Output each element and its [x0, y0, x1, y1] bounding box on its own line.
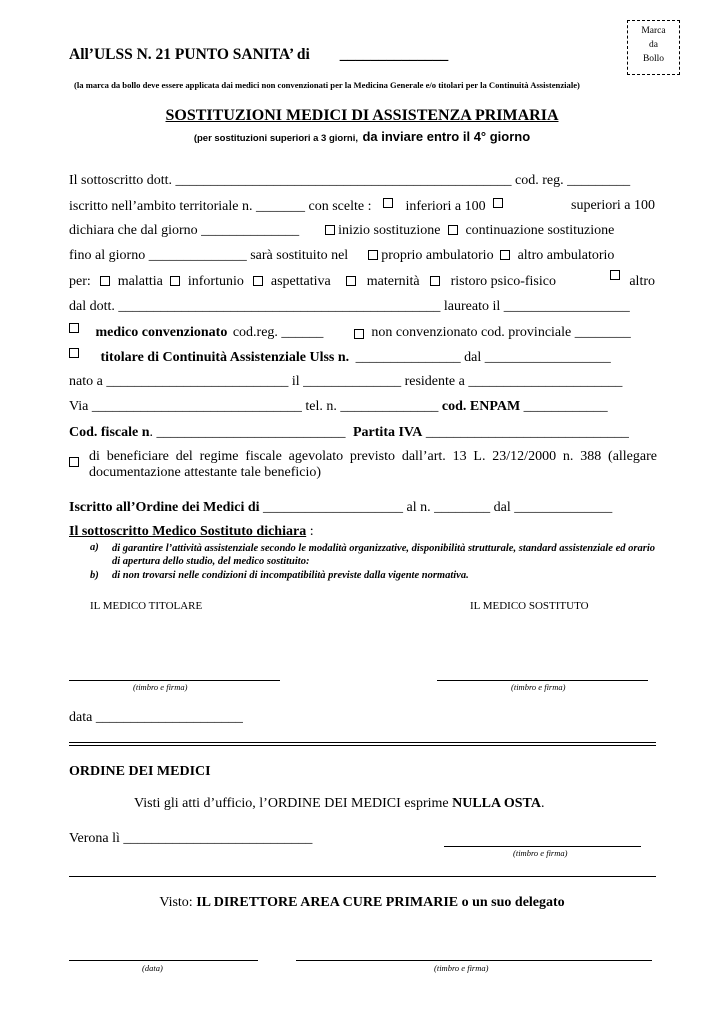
- declaration-b-mark: b): [90, 570, 99, 581]
- declaration-colon: :: [306, 524, 314, 539]
- separator-top: [69, 742, 656, 743]
- enpam-field[interactable]: ____________: [523, 399, 608, 414]
- stamp-label-2: da: [649, 40, 658, 50]
- row-dal-dott[interactable]: dal dott. ______________________________________________ laureato il __________________: [69, 299, 630, 314]
- via-field[interactable]: Via ______________________________ tel. n. ______________: [69, 399, 439, 414]
- checkbox-regime-fiscale[interactable]: [69, 457, 79, 467]
- sostituto-timbro-caption: (timbro e firma): [511, 682, 566, 692]
- inizio-label: inizio sostituzione: [338, 223, 441, 238]
- visto-timbro-caption: (timbro e firma): [434, 963, 489, 973]
- header-note: (la marca da bollo deve essere applicata dai medici non convenzionati per la Medicina Generale e/o titolari per la Continuità Assistenziale): [74, 80, 580, 90]
- visto-firma-line[interactable]: [296, 960, 652, 961]
- row-fiscale: [69, 425, 629, 441]
- visto-line: [0, 895, 724, 911]
- checkbox-medico-convenzionato[interactable]: [69, 323, 79, 333]
- checkbox-altro-ambulatorio[interactable]: [500, 250, 510, 260]
- aspettativa-label: aspettativa: [270, 274, 331, 289]
- row-titolare-ca: [69, 348, 611, 366]
- form-title: SOSTITUZIONI MEDICI DI ASSISTENZA PRIMARIA: [165, 107, 559, 124]
- form-subtitle: [0, 128, 724, 146]
- checkbox-inizio[interactable]: [325, 225, 335, 235]
- per-label: per:: [69, 274, 91, 289]
- checkbox-proprio-ambulatorio[interactable]: [368, 250, 378, 260]
- checkbox-superiori[interactable]: [493, 198, 503, 208]
- checkbox-maternita[interactable]: [346, 276, 356, 286]
- nulla-osta-bold: NULLA OSTA: [452, 796, 541, 811]
- cod-fiscale-label: Cod. fiscale n: [69, 425, 150, 440]
- titolare-signature-line[interactable]: [69, 680, 280, 681]
- checkbox-titolare-ca[interactable]: [69, 348, 79, 358]
- checkbox-malattia[interactable]: [100, 276, 110, 286]
- proprio-ambulatorio-label: proprio ambulatorio: [381, 248, 494, 263]
- checkbox-continuazione[interactable]: [448, 225, 458, 235]
- dal-giorno-label[interactable]: dichiara che dal giorno ______________: [69, 223, 300, 238]
- partita-iva-label: Partita IVA: [353, 425, 423, 440]
- checkbox-ristoro[interactable]: [430, 276, 440, 286]
- verona-field[interactable]: Verona lì ___________________________: [69, 831, 313, 846]
- checkbox-inferiori[interactable]: [383, 198, 393, 208]
- declaration-a-text: di garantire l’attività assistenziale secondo le modalità organizzative, disponibilità strutturale, standard assistenziale ed orario di apertura dello studio, del medico sostituito:: [112, 543, 655, 567]
- infortunio-label: infortunio: [187, 274, 244, 289]
- titolare-label: IL MEDICO TITOLARE: [90, 600, 203, 612]
- checkbox-altro[interactable]: [610, 270, 620, 280]
- nulla-osta-text: Visti gli atti d’ufficio, l’ORDINE DEI MEDICI esprime: [134, 796, 449, 811]
- row-fino-al: [69, 248, 614, 264]
- subtitle-small: (per sostituzioni superiori a 3 giorni,: [193, 133, 358, 144]
- declaration-a-mark: a): [90, 542, 99, 553]
- row-motivo: [69, 274, 655, 290]
- row-nascita[interactable]: nato a __________________________ il ______________ residente a ______________________: [69, 374, 623, 389]
- inferiori-label: inferiori a 100: [405, 199, 486, 214]
- checkbox-infortunio[interactable]: [170, 276, 180, 286]
- malattia-label: malattia: [117, 274, 163, 289]
- stamp-label-3: Bollo: [642, 54, 665, 64]
- altro-label: altro: [629, 274, 655, 289]
- sostituto-label: IL MEDICO SOSTITUTO: [470, 600, 589, 612]
- regime-fiscale-text: di beneficiare del regime fiscale agevolato previsto dall’art. 13 L. 23/12/2000 n. 388 (allegare documentazione attestante tale beneficio): [89, 449, 657, 480]
- nulla-osta-dot: .: [540, 796, 545, 811]
- enpam-label: cod. ENPAM: [441, 399, 521, 414]
- visto-label: Visto:: [159, 895, 193, 910]
- ordine-title: ORDINE DEI MEDICI: [69, 764, 211, 779]
- declaration-b-text: di non trovarsi nelle condizioni di incompatibilità previste dalla vigente normativa.: [112, 570, 469, 581]
- ordine-timbro-caption: (timbro e firma): [513, 848, 568, 858]
- ordine-fields[interactable]: ____________________ al n. ________ dal ______________: [259, 500, 613, 515]
- declaration-title-text: Il sottoscritto Medico Sostituto dichiara: [69, 524, 307, 539]
- separator-bottom: [69, 745, 656, 746]
- maternita-label: maternità: [366, 274, 420, 289]
- declaration-title: [69, 524, 314, 540]
- superiori-label: superiori a 100: [571, 198, 655, 213]
- partita-iva-field[interactable]: _____________________________: [422, 425, 629, 440]
- checkbox-non-convenzionato[interactable]: [354, 329, 364, 339]
- continuazione-label: continuazione sostituzione: [465, 223, 615, 238]
- ordine-signature-line[interactable]: [444, 846, 641, 847]
- stamp-box: [627, 20, 680, 75]
- subtitle-big: da inviare entro il 4° giorno: [362, 129, 531, 144]
- medico-convenzionato-label: medico convenzionato: [95, 325, 228, 340]
- data-field[interactable]: data _____________________: [69, 710, 243, 725]
- sostituto-signature-line[interactable]: [437, 680, 648, 681]
- visto-data-line[interactable]: [69, 960, 258, 961]
- row-convenzionato: [69, 323, 631, 341]
- ordine-label: Iscritto all’Ordine dei Medici di: [69, 500, 260, 515]
- header-title-blank[interactable]: ______________: [339, 46, 449, 63]
- row-ambito: [69, 198, 655, 215]
- titolare-ca-label: titolare di Continuità Assistenziale Ulss n.: [100, 350, 350, 365]
- stamp-label-1: Marca: [641, 26, 666, 36]
- codreg-field[interactable]: cod.reg. ______: [232, 325, 324, 340]
- header-title-text: All’ULSS N. 21 PUNTO SANITA’ di: [69, 46, 310, 63]
- visto-data-caption: (data): [142, 963, 163, 973]
- altro-ambulatorio-label: altro ambulatorio: [517, 248, 615, 263]
- titolare-timbro-caption: (timbro e firma): [133, 682, 188, 692]
- row-ordine: [69, 500, 612, 516]
- altro-group: [610, 268, 655, 289]
- ristoro-label: ristoro psico-fisico: [450, 274, 556, 289]
- row-via: [69, 399, 608, 415]
- non-convenzionato-label[interactable]: non convenzionato cod. provinciale ________: [371, 325, 631, 340]
- nulla-osta-line: [134, 796, 544, 812]
- ambito-label: iscritto nell’ambito territoriale n. _______ con scelte :: [69, 199, 372, 214]
- row-dottore[interactable]: Il sottoscritto dott. ________________________________________________ cod. reg. _________: [69, 173, 631, 188]
- row-dal-giorno: [69, 223, 614, 239]
- separator-visto: [69, 876, 656, 877]
- fino-al-label[interactable]: fino al giorno ______________ sarà sostituito nel: [69, 248, 349, 263]
- checkbox-aspettativa[interactable]: [253, 276, 263, 286]
- header-title: [69, 46, 448, 64]
- visto-text: IL DIRETTORE AREA CURE PRIMARIE o un suo delegato: [196, 895, 565, 910]
- titolare-ca-fields[interactable]: _______________ dal __________________: [355, 350, 611, 365]
- cod-fiscale-field[interactable]: . ___________________________: [149, 425, 346, 440]
